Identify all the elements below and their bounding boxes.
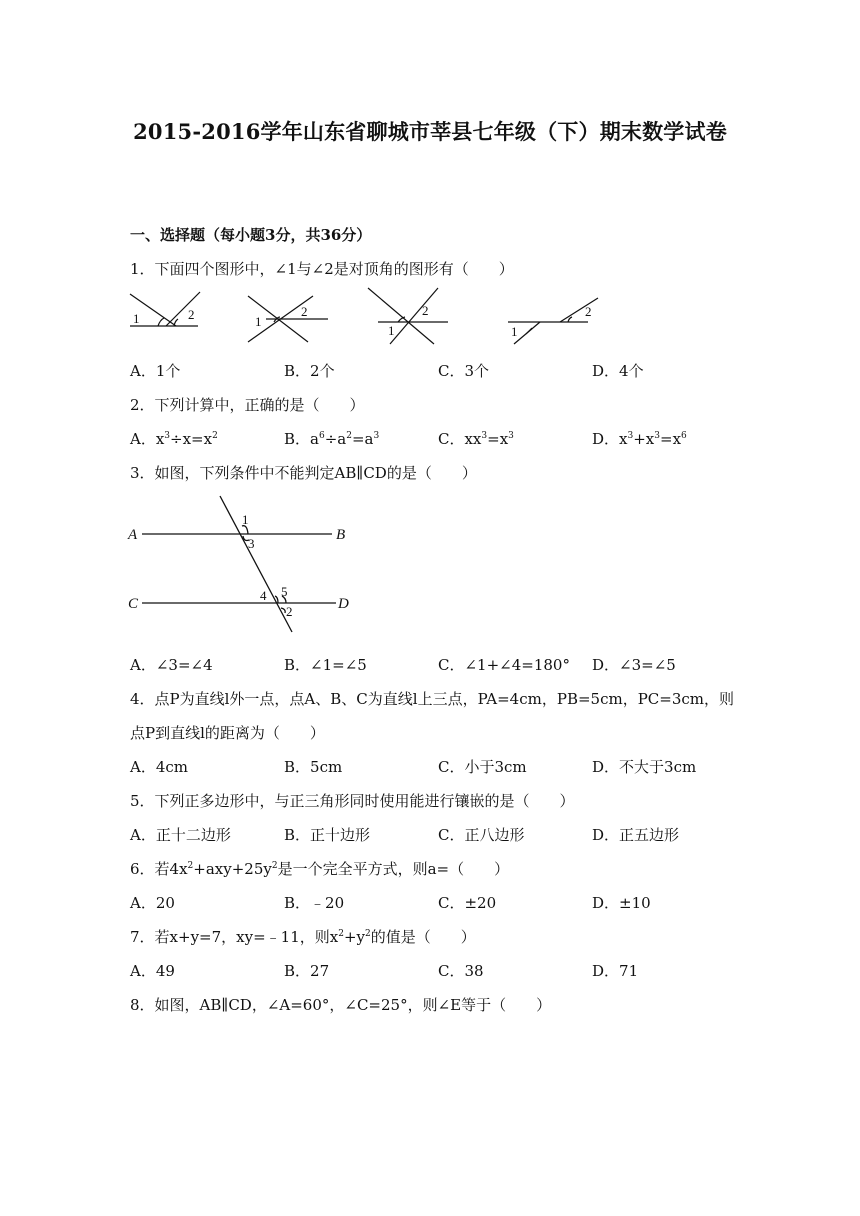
question-8-stem: 8．如图，AB∥CD，∠A=60°，∠C=25°，则∠E等于（ ） [130,996,552,1014]
label-angle-5: 5 [281,584,288,599]
svg-text:1: 1 [255,314,262,329]
question-1-figures [128,286,608,348]
label-b: B [336,527,346,543]
q7-option-c: C．38 [438,962,484,980]
q3-option-c: C．∠1+∠4=180° [438,656,570,674]
q4-option-a: A．4cm [130,758,189,776]
section-heading: 一、选择题（每小题3分，共36分） [130,226,372,244]
q2-option-a: A．$x^3\div x=x^2$ [130,430,218,448]
figure-1c [368,288,448,344]
svg-text:2: 2 [301,304,308,319]
svg-text:1: 1 [511,324,518,339]
q3-option-b: B．∠1=∠5 [284,656,367,674]
label-c: C [128,596,139,612]
page-title: 2015-2016学年山东省聊城市莘县七年级（下）期末数学试卷 [133,119,727,144]
question-1-stem: 1．下面四个图形中，∠1与∠2是对顶角的图形有（ ） [130,260,514,278]
q2-option-b: B．$a^6\div a^2=a^3$ [284,430,380,448]
q6-option-a: A．20 [130,894,175,912]
label-a: A [128,527,138,543]
q1-option-a: A．1个 [130,362,181,380]
question-6-stem: 6．若$4x^2+axy+25y^2$是一个完全平方式，则a=（ ） [130,860,510,878]
label-2: 2 [188,307,195,322]
q1-option-d: D．4个 [592,362,644,380]
q6-option-c: C．±20 [438,894,497,912]
q6-option-d: D．±10 [592,894,651,912]
q7-option-a: A．49 [130,962,175,980]
q2-option-d: D．$x^3+x^3=x^6$ [592,430,687,448]
label-angle-2: 2 [286,604,293,619]
question-5-stem: 5．下列正多边形中，与正三角形同时使用能进行镶嵌的是（ ） [130,792,575,810]
q6-option-b: B．﹣20 [284,894,345,912]
q5-option-d: D．正五边形 [592,826,680,844]
transversal [220,496,292,632]
q4-option-c: C．小于3cm [438,758,527,776]
label-angle-4: 4 [260,588,267,603]
q5-option-a: A．正十二边形 [130,826,231,844]
q5-option-b: B．正十边形 [284,826,371,844]
q2-option-c: C．$xx^3=x^3$ [438,430,514,448]
question-3-stem: 3．如图，下列条件中不能判定AB∥CD的是（ ） [130,464,477,482]
svg-text:2: 2 [422,303,429,318]
label-angle-3: 3 [248,536,255,551]
question-4-stem-line1: 4．点P为直线l外一点，点A、B、C为直线l上三点，PA=4cm，PB=5cm，PC=3cm，则 [130,690,735,708]
question-2-stem: 2．下列计算中，正确的是（ ） [130,396,365,414]
question-4-stem-line2: 点P到直线l的距离为（ ） [130,724,325,742]
q4-option-b: B．5cm [284,758,343,776]
figure-1a [130,292,200,326]
q3-option-a: A．∠3=∠4 [130,656,213,674]
q4-option-d: D．不大于3cm [592,758,697,776]
q1-option-b: B．2个 [284,362,335,380]
q5-option-c: C．正八边形 [438,826,525,844]
q7-option-d: D．71 [592,962,639,980]
q3-option-d: D．∠3=∠5 [592,656,676,674]
q1-option-c: C．3个 [438,362,490,380]
label-angle-1: 1 [242,512,249,527]
figure-1d [508,298,598,344]
q7-option-b: B．27 [284,962,330,980]
figure-1b [248,296,328,342]
label-1: 1 [133,311,140,326]
label-d: D [338,596,349,612]
svg-text:2: 2 [585,304,592,319]
question-3-figure [126,492,356,640]
svg-text:1: 1 [388,323,395,338]
question-7-stem: 7．若x+y=7，xy=﹣11，则$x^2+y^2$的值是（ ） [130,928,476,946]
